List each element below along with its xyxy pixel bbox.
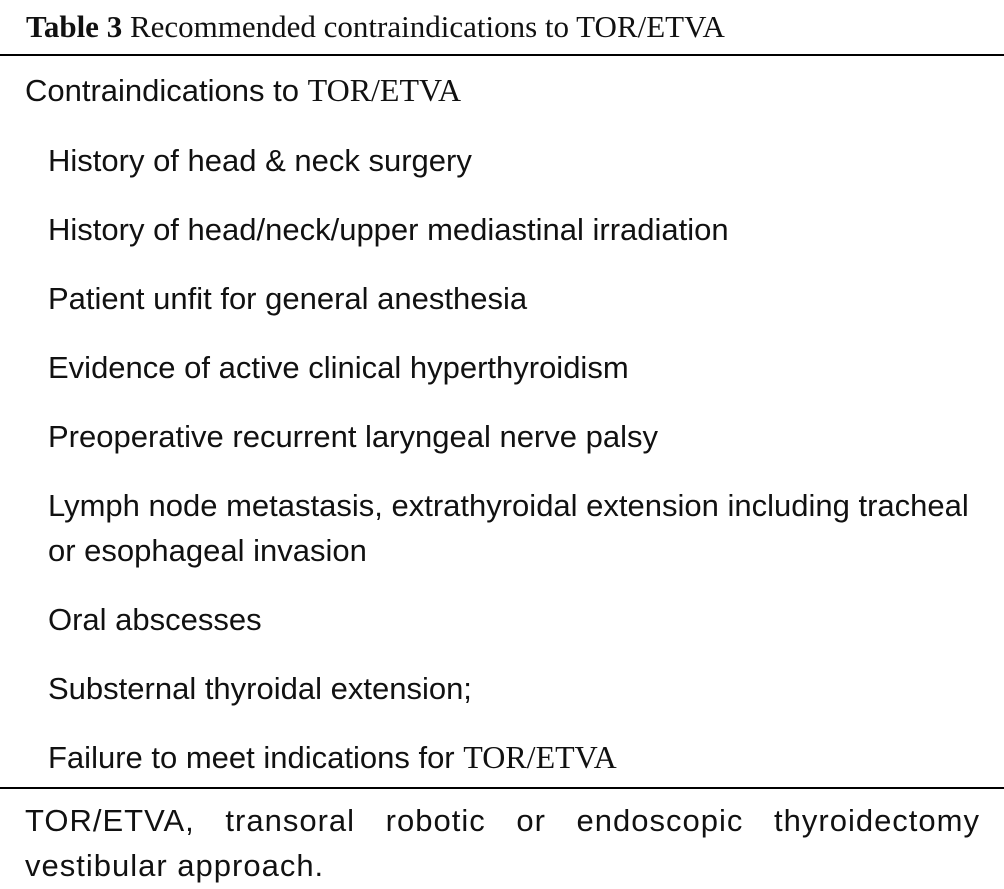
table-row	[48, 666, 988, 711]
row-text: Failure to meet indications for	[48, 740, 464, 775]
table-row	[48, 276, 988, 321]
table-row	[48, 414, 988, 459]
table-row	[48, 483, 988, 573]
row-text: Preoperative recurrent laryngeal nerve palsy	[48, 419, 658, 454]
bottom-rule	[0, 787, 1004, 789]
table-row	[48, 735, 988, 780]
header-abbrev: TOR/ETVA	[307, 72, 462, 108]
top-rule	[0, 54, 1004, 56]
table-caption	[26, 8, 725, 46]
row-text: Lymph node metastasis, extrathyroidal extension including tracheal or esophageal invasion	[48, 488, 969, 568]
row-abbrev: TOR/ETVA	[463, 739, 617, 775]
row-text: History of head & neck surgery	[48, 143, 472, 178]
table-row	[48, 207, 988, 252]
row-text: Oral abscesses	[48, 602, 262, 637]
table-header-row	[25, 70, 461, 111]
table-row	[48, 138, 988, 183]
table-row	[48, 597, 988, 642]
table-title: Recommended contraindications to TOR/ETVA	[129, 9, 725, 44]
row-text: History of head/neck/upper mediastinal irradiation	[48, 212, 729, 247]
table-footnote: TOR/ETVA, transoral robotic or endoscopic thyroidectomy vestibular approach.	[25, 803, 980, 883]
contraindication-list	[48, 138, 988, 804]
table-row	[48, 345, 988, 390]
table-number: Table 3	[26, 9, 123, 44]
row-text: Substernal thyroidal extension;	[48, 671, 472, 706]
header-text: Contraindications to	[25, 73, 308, 108]
row-text: Evidence of active clinical hyperthyroidism	[48, 350, 629, 385]
row-text: Patient unfit for general anesthesia	[48, 281, 528, 316]
